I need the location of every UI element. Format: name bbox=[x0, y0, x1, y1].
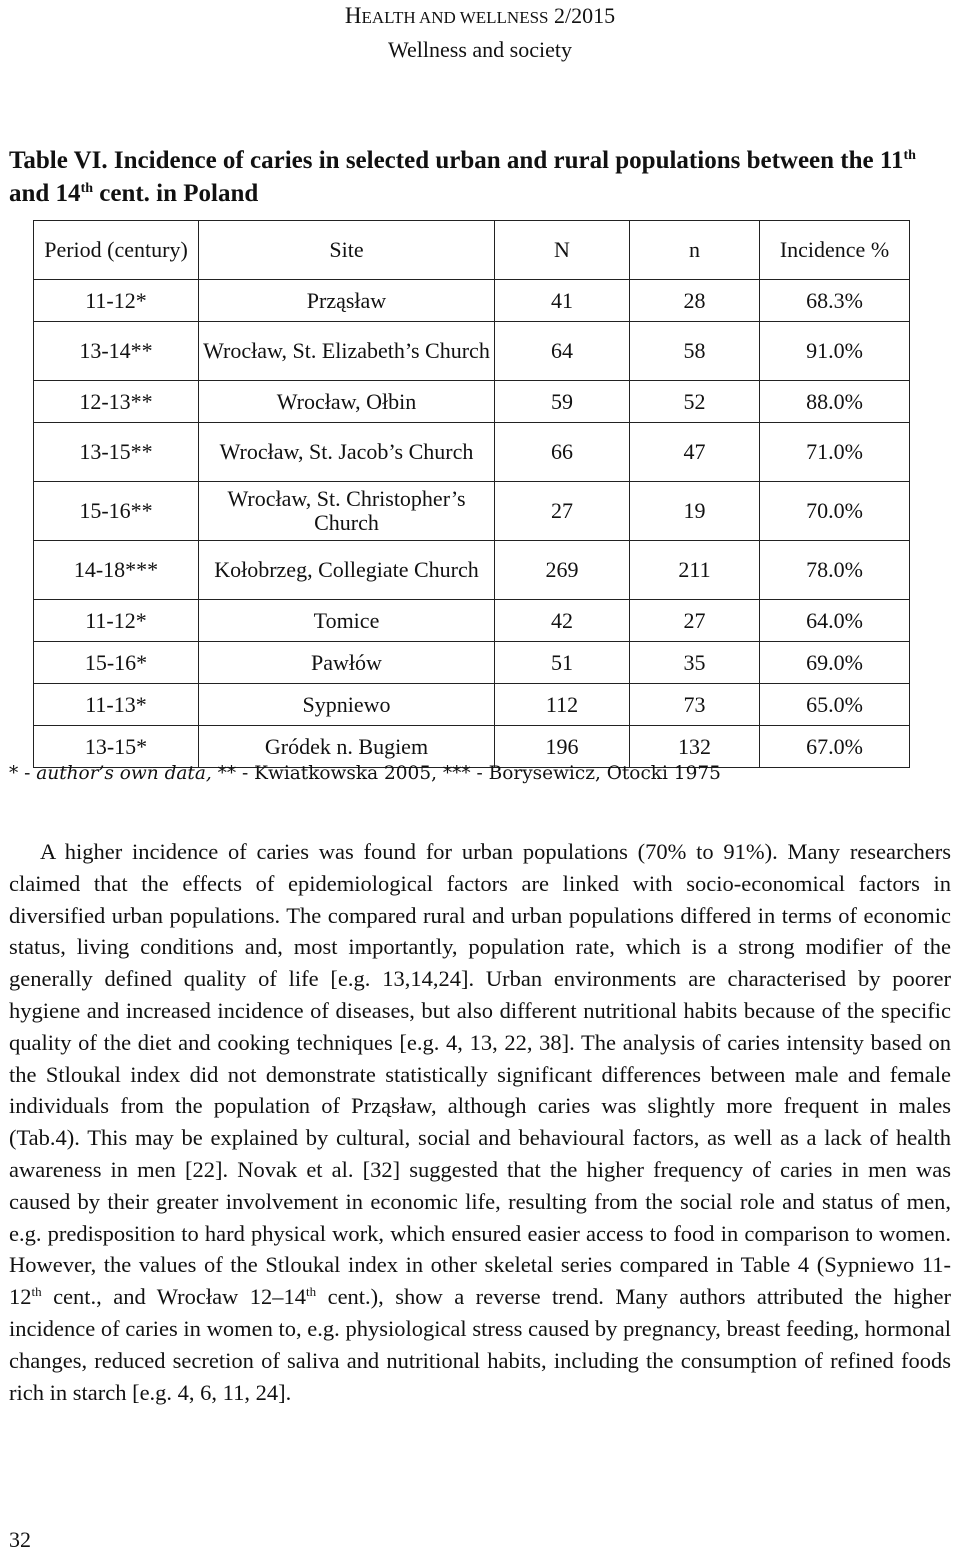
table-caption: Table VI. Incidence of caries in selected urban and rural populations between the 11th and 14th cent. in Poland bbox=[9, 147, 916, 207]
cell-incidence: 88.0% bbox=[760, 381, 910, 423]
cell-big-n: 41 bbox=[495, 280, 630, 322]
cell-site: Wrocław, Ołbin bbox=[199, 381, 495, 423]
cell-incidence: 69.0% bbox=[760, 642, 910, 684]
table-row bbox=[34, 381, 910, 423]
cell-site: Wrocław, St. Elizabeth’s Church bbox=[199, 322, 495, 381]
cell-site: Wrocław, St. Christopher’s Church bbox=[199, 482, 495, 541]
cell-small-n: 28 bbox=[630, 280, 760, 322]
cell-period: 15-16** bbox=[34, 482, 199, 541]
cell-period: 11-12* bbox=[34, 280, 199, 322]
table-footnote: * - author’s own data, ** - Kwiatkowska 2005, *** - Borysewicz, Otocki 1975 bbox=[9, 763, 721, 784]
header-period: Period (century) bbox=[34, 221, 199, 280]
table-row bbox=[34, 541, 910, 600]
table-row bbox=[34, 322, 910, 381]
cell-big-n: 66 bbox=[495, 423, 630, 482]
cell-incidence: 65.0% bbox=[760, 684, 910, 726]
cell-small-n: 58 bbox=[630, 322, 760, 381]
cell-small-n: 132 bbox=[630, 726, 760, 768]
table-row bbox=[34, 280, 910, 322]
cell-big-n: 51 bbox=[495, 642, 630, 684]
cell-small-n: 19 bbox=[630, 482, 760, 541]
cell-period: 13-15** bbox=[34, 423, 199, 482]
cell-small-n: 47 bbox=[630, 423, 760, 482]
cell-site: Gródek n. Bugiem bbox=[199, 726, 495, 768]
cell-incidence: 68.3% bbox=[760, 280, 910, 322]
cell-site: Sypniewo bbox=[199, 684, 495, 726]
running-header bbox=[0, 0, 960, 66]
cell-small-n: 52 bbox=[630, 381, 760, 423]
cell-big-n: 27 bbox=[495, 482, 630, 541]
cell-period: 14-18*** bbox=[34, 541, 199, 600]
table-row bbox=[34, 642, 910, 684]
cell-incidence: 91.0% bbox=[760, 322, 910, 381]
table-row bbox=[34, 600, 910, 642]
cell-small-n: 211 bbox=[630, 541, 760, 600]
cell-site: Wrocław, St. Jacob’s Church bbox=[199, 423, 495, 482]
cell-period: 11-13* bbox=[34, 684, 199, 726]
table-header-row bbox=[34, 221, 910, 280]
cell-incidence: 67.0% bbox=[760, 726, 910, 768]
journal-title: HEALTH AND WELLNESS 2/2015 bbox=[344, 3, 616, 28]
cell-big-n: 42 bbox=[495, 600, 630, 642]
cell-incidence: 78.0% bbox=[760, 541, 910, 600]
cell-small-n: 27 bbox=[630, 600, 760, 642]
table-row bbox=[34, 684, 910, 726]
cell-small-n: 73 bbox=[630, 684, 760, 726]
cell-incidence: 64.0% bbox=[760, 600, 910, 642]
header-incidence: Incidence % bbox=[760, 221, 910, 280]
cell-period: 13-15* bbox=[34, 726, 199, 768]
cell-incidence: 71.0% bbox=[760, 423, 910, 482]
cell-big-n: 112 bbox=[495, 684, 630, 726]
header-site: Site bbox=[199, 221, 495, 280]
cell-incidence: 70.0% bbox=[760, 482, 910, 541]
cell-period: 12-13** bbox=[34, 381, 199, 423]
cell-period: 13-14** bbox=[34, 322, 199, 381]
cell-big-n: 64 bbox=[495, 322, 630, 381]
cell-site: Kołobrzeg, Collegiate Church bbox=[199, 541, 495, 600]
table-row bbox=[34, 482, 910, 541]
header-big-n: N bbox=[495, 221, 630, 280]
cell-big-n: 196 bbox=[495, 726, 630, 768]
header-small-n: n bbox=[630, 221, 760, 280]
cell-site: Pawłów bbox=[199, 642, 495, 684]
cell-site: Prząsław bbox=[199, 280, 495, 322]
cell-small-n: 35 bbox=[630, 642, 760, 684]
section-title: Wellness and society bbox=[388, 37, 572, 62]
cell-period: 11-12* bbox=[34, 600, 199, 642]
cell-period: 15-16* bbox=[34, 642, 199, 684]
caries-incidence-table bbox=[33, 220, 910, 768]
table-row bbox=[34, 423, 910, 482]
body-paragraph: A higher incidence of caries was found for urban populations (70% to 91%). Many researchers claimed that the effects of epidemiological factors are linked with socio-economical factors in diversified urban populations. The compared rural and urban populations differed in terms of economic status, living conditions and, most importantly, population rate, which is a strong modifier of the generally defined quality of life [e.g. 13,14,24]. Urban environments are characterised by poorer hygiene and increased incidence of diseases, but also different nutritional habits because of the specific quality of the diet and cooking techniques [e.g. 4, 13, 22, 38]. The analysis of caries intensity based on the Stloukal index did not demonstrate statistically significant differences between male and female individuals from the population of Prząsław, although caries was slightly more frequent in males (Tab.4). This may be explained by cultural, social and behavioural factors, as well as a lack of health awareness in men [22]. Novak et al. [32] suggested that the higher frequency of caries in men was caused by their greater involvement in economic life, resulting from the social role and status of men, e.g. predisposition to hard physical work, which ensured easier access to food in comparison to women. However, the values of the Stloukal index in other skeletal series compared in Table 4 (Sypniewo 11-12th cent., and Wrocław 12–14th cent.), show a reverse trend. Many authors attributed the higher incidence of caries in women to, e.g. physiological stress caused by pregnancy, breast feeding, hormonal changes, reduced secretion of saliva and nutritional habits, including the consumption of refined foods rich in starch [e.g. 4, 6, 11, 24]. bbox=[9, 839, 952, 1405]
cell-big-n: 269 bbox=[495, 541, 630, 600]
cell-big-n: 59 bbox=[495, 381, 630, 423]
cell-site: Tomice bbox=[199, 600, 495, 642]
page-number: 32 bbox=[9, 1527, 31, 1552]
